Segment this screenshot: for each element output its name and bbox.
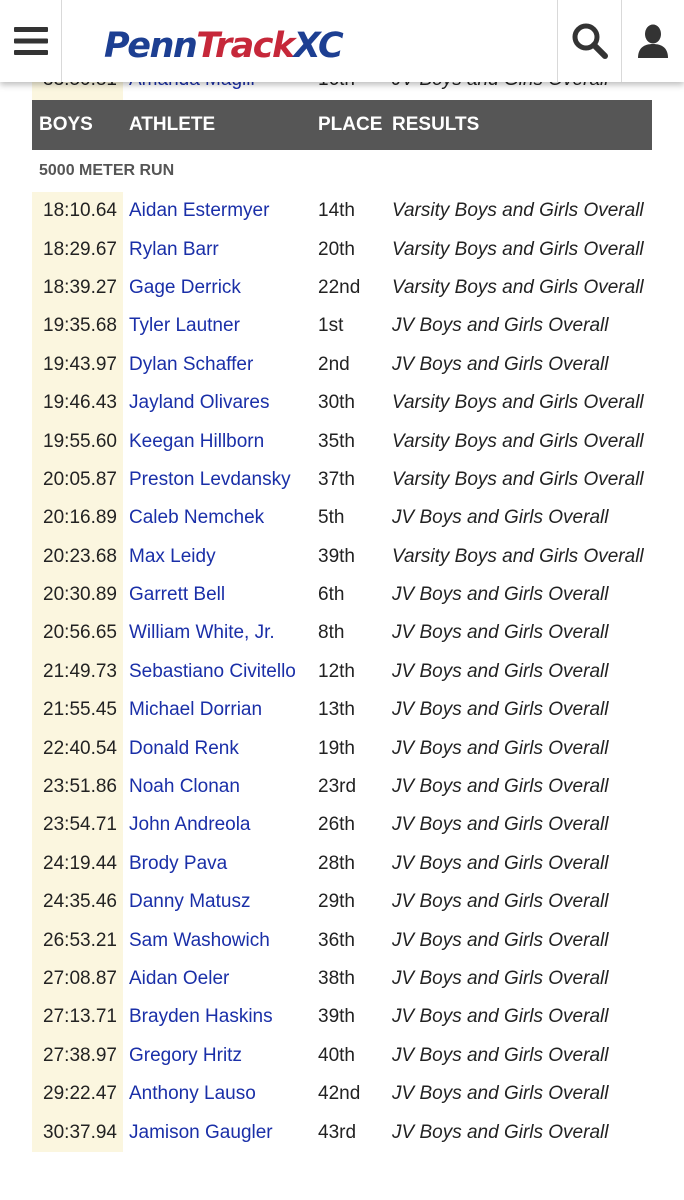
athlete-link[interactable]: Anthony Lauso (129, 1083, 256, 1105)
table-row (32, 845, 652, 883)
results-cell: JV Boys and Girls Overall (392, 776, 609, 798)
table-row (32, 1075, 652, 1113)
table-row (32, 883, 652, 921)
user-icon (637, 24, 669, 58)
column-header-boys: BOYS (39, 114, 93, 135)
time-cell: 21:49.73 (32, 653, 123, 691)
athlete-link[interactable]: Sam Washowich (129, 929, 270, 951)
results-cell: Varsity Boys and Girls Overall (392, 200, 644, 222)
search-button[interactable] (557, 0, 621, 82)
table-row (32, 269, 652, 307)
results-cell: JV Boys and Girls Overall (392, 1083, 609, 1105)
athlete-link[interactable]: Gregory Hritz (129, 1044, 242, 1066)
place-cell: 30th (318, 392, 355, 414)
place-cell: 40th (318, 1044, 355, 1066)
athlete-link[interactable]: Caleb Nemchek (129, 507, 265, 529)
time-cell: 26:53.21 (32, 921, 123, 959)
results-cell: JV Boys and Girls Overall (392, 737, 609, 759)
results-cell: Varsity Boys and Girls Overall (392, 545, 644, 567)
time-cell: 20:30.89 (32, 576, 123, 614)
menu-icon (14, 26, 48, 56)
time-cell: 20:05.87 (32, 461, 123, 499)
results-cell: JV Boys and Girls Overall (392, 968, 609, 989)
time-cell: 24:19.44 (32, 845, 123, 883)
time-cell: 19:46.43 (32, 384, 123, 422)
place-cell: 35th (318, 430, 355, 452)
table-row (32, 384, 652, 422)
table-row (32, 614, 652, 652)
athlete-link[interactable]: Sebastiano Civitello (129, 660, 296, 682)
results-cell: Varsity Boys and Girls Overall (392, 468, 644, 490)
results-table (32, 60, 652, 1152)
search-icon (571, 22, 609, 60)
place-cell: 13th (318, 699, 355, 721)
results-cell: Varsity Boys and Girls Overall (392, 238, 644, 260)
table-row (32, 960, 652, 998)
table-row (32, 1037, 652, 1075)
place-cell: 28th (318, 852, 355, 874)
column-header-results: RESULTS (392, 114, 480, 135)
time-cell: 29:22.47 (32, 1075, 123, 1113)
place-cell: 14th (318, 200, 355, 222)
athlete-link[interactable]: Rylan Barr (129, 238, 219, 260)
place-cell: 38th (318, 968, 355, 989)
time-cell: 23:51.86 (32, 768, 123, 806)
place-cell: 19th (318, 737, 355, 759)
place-cell: 37th (318, 468, 355, 490)
table-row (32, 346, 652, 384)
time-cell: 21:55.45 (32, 691, 123, 729)
table-row (32, 653, 652, 691)
logo-track: Track (196, 26, 294, 66)
time-cell: 30:37.94 (32, 1113, 123, 1151)
results-cell: JV Boys and Girls Overall (392, 584, 609, 606)
time-cell: 18:10.64 (32, 192, 123, 230)
logo-xc: XC (293, 26, 343, 66)
table-row (32, 576, 652, 614)
results-cell: Varsity Boys and Girls Overall (392, 392, 644, 414)
place-cell: 20th (318, 238, 355, 260)
time-cell: 18:29.67 (32, 230, 123, 268)
time-cell: 18:39.27 (32, 269, 123, 307)
athlete-link[interactable]: Keegan Hillborn (129, 430, 265, 452)
place-cell: 39th (318, 1006, 355, 1028)
place-cell: 42nd (318, 1083, 361, 1105)
table-row (32, 461, 652, 499)
time-cell: 20:56.65 (32, 614, 123, 652)
athlete-link[interactable]: John Andreola (129, 814, 251, 836)
table-body (32, 192, 652, 1152)
table-row (32, 192, 652, 230)
results-cell: JV Boys and Girls Overall (392, 699, 609, 721)
table-row (32, 768, 652, 806)
time-cell: 27:08.87 (32, 960, 123, 998)
time-cell: 27:38.97 (32, 1037, 123, 1075)
table-row (32, 230, 652, 268)
site-logo[interactable] (104, 26, 342, 70)
place-cell: 5th (318, 507, 345, 529)
time-cell: 20:16.89 (32, 499, 123, 537)
menu-button[interactable] (0, 0, 62, 82)
athlete-link[interactable]: Tyler Lautner (129, 315, 240, 337)
place-cell: 12th (318, 660, 355, 682)
table-row (32, 691, 652, 729)
table-row (32, 998, 652, 1036)
athlete-link[interactable]: Danny Matusz (129, 891, 251, 913)
table-row (32, 499, 652, 537)
results-cell: JV Boys and Girls Overall (392, 660, 609, 682)
table-row (32, 1113, 652, 1151)
time-cell: 23:54.71 (32, 806, 123, 844)
top-nav-bar (0, 0, 684, 82)
athlete-link[interactable]: Brayden Haskins (129, 1006, 273, 1028)
results-cell: JV Boys and Girls Overall (392, 315, 609, 337)
results-cell: Varsity Boys and Girls Overall (392, 430, 644, 452)
athlete-link[interactable]: Max Leidy (129, 545, 216, 567)
table-row (32, 538, 652, 576)
time-cell: 27:13.71 (32, 998, 123, 1036)
place-cell: 22nd (318, 276, 361, 298)
time-cell: 19:35.68 (32, 307, 123, 345)
athlete-link[interactable]: Jamison Gaugler (129, 1121, 273, 1143)
results-cell: JV Boys and Girls Overall (392, 353, 609, 375)
results-cell: JV Boys and Girls Overall (392, 1044, 609, 1066)
place-cell: 39th (318, 545, 355, 567)
time-cell: 20:23.68 (32, 538, 123, 576)
time-cell: 19:43.97 (32, 346, 123, 384)
event-section-header (32, 150, 652, 192)
athlete-link[interactable]: Gage Derrick (129, 276, 241, 298)
results-cell: JV Boys and Girls Overall (392, 1006, 609, 1028)
athlete-link[interactable]: Jayland Olivares (129, 392, 270, 414)
table-row (32, 307, 652, 345)
athlete-link[interactable]: Garrett Bell (129, 584, 226, 606)
athlete-link[interactable]: Aidan Oeler (129, 968, 230, 989)
table-row (32, 921, 652, 959)
results-cell: JV Boys and Girls Overall (392, 852, 609, 874)
results-cell: Varsity Boys and Girls Overall (392, 276, 644, 298)
place-cell: 36th (318, 929, 355, 951)
place-cell: 43rd (318, 1121, 357, 1143)
account-button[interactable] (621, 0, 684, 82)
results-cell: JV Boys and Girls Overall (392, 929, 609, 951)
time-cell: 24:35.46 (32, 883, 123, 921)
athlete-link[interactable]: William White, Jr. (129, 622, 275, 644)
athlete-link[interactable]: Donald Renk (129, 737, 239, 759)
table-row (32, 422, 652, 460)
time-cell: 22:40.54 (32, 729, 123, 767)
athlete-link[interactable]: Preston Levdansky (129, 468, 291, 490)
logo-penn: Penn (104, 26, 197, 66)
table-row (32, 729, 652, 767)
place-cell: 26th (318, 814, 355, 836)
results-cell: JV Boys and Girls Overall (392, 622, 609, 644)
results-cell: JV Boys and Girls Overall (392, 814, 609, 836)
place-cell: 8th (318, 622, 345, 644)
place-cell: 1st (318, 315, 344, 337)
place-cell: 6th (318, 584, 345, 606)
place-cell: 2nd (318, 353, 350, 375)
table-row (32, 806, 652, 844)
athlete-link[interactable]: Brody Pava (129, 852, 228, 874)
athlete-link[interactable]: Noah Clonan (129, 776, 240, 798)
event-name: 5000 METER RUN (39, 162, 175, 179)
athlete-link[interactable]: Dylan Schaffer (129, 353, 254, 375)
athlete-link[interactable]: Aidan Estermyer (129, 200, 270, 222)
place-cell: 29th (318, 891, 355, 913)
results-cell: JV Boys and Girls Overall (392, 891, 609, 913)
time-cell: 19:55.60 (32, 422, 123, 460)
column-header-athlete: ATHLETE (129, 114, 216, 135)
table-header (32, 100, 652, 150)
place-cell: 23rd (318, 776, 357, 798)
athlete-link[interactable]: Michael Dorrian (129, 699, 263, 721)
column-header-place: PLACE (318, 114, 383, 135)
results-cell: JV Boys and Girls Overall (392, 507, 609, 529)
results-cell: JV Boys and Girls Overall (392, 1121, 609, 1143)
